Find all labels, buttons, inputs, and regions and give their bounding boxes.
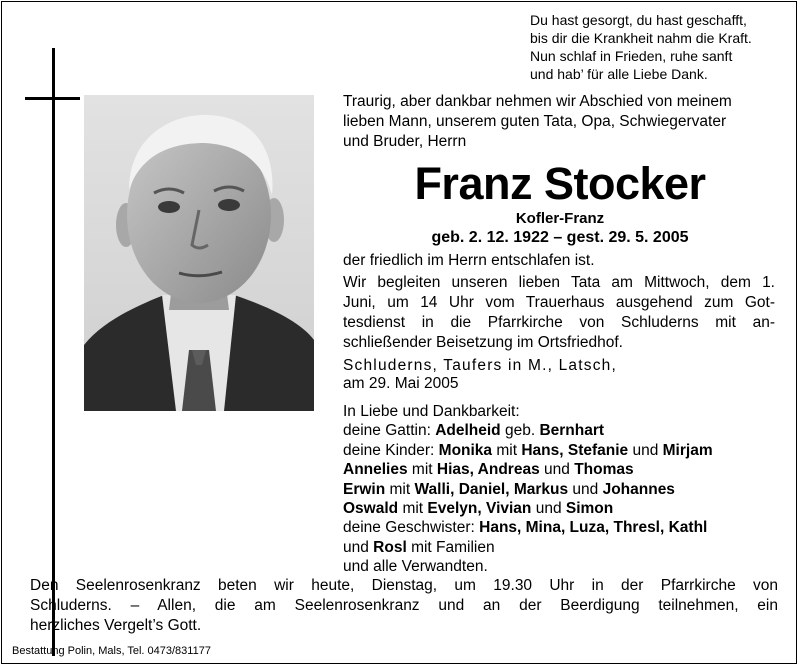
intro-line: und Bruder, Herrn	[343, 133, 467, 150]
memorial-poem	[530, 11, 792, 83]
deceased-name: Franz Stocker	[414, 158, 706, 209]
family-intro: In Liebe und Dankbarkeit:	[343, 403, 520, 420]
closing-text	[30, 576, 778, 636]
closing-line: Schluderns. – Allen, die am Seelenrosenkranz und an der Beerdigung teilnehmen, ein	[30, 597, 778, 614]
closing-line: Den Seelenrosenkranz beten wir heute, Dienstag, um 19.30 Uhr in der Pfarrkirche von	[30, 577, 778, 594]
intro-text	[343, 92, 775, 152]
family-line-oswald: Oswald mit Evelyn, Vivian und Simon	[343, 500, 614, 518]
funeral-line: schließender Beisetzung im Ortsfriedhof.	[343, 334, 623, 351]
poem-line: bis dir die Krankheit nahm die Kraft.	[530, 30, 752, 46]
family-line-erwin: Erwin mit Walli, Daniel, Markus und Johannes	[343, 480, 675, 498]
family-line-spouse: deine Gattin: Adelheid geb. Bernhart	[343, 422, 605, 440]
family-line-children: deine Kinder: Monika mit Hans, Stefanie und Mirjam	[343, 441, 713, 459]
places-line: Schluderns, Taufers in M., Latsch,	[343, 357, 617, 374]
passed-line: der friedlich im Herrn entschlafen ist.	[343, 252, 595, 269]
funeral-home-footer: Bestattung Polin, Mals, Tel. 0473/831177	[12, 645, 211, 657]
deceased-nickname: Kofler-Franz	[515, 210, 605, 227]
family-line-rosl: und Rosl mit Familien	[343, 538, 495, 556]
funeral-line: Juni, um 14 Uhr vom Trauerhaus ausgehend zum Got-	[343, 294, 775, 311]
family-line-annelies: Annelies mit Hias, Andreas und Thomas	[343, 461, 634, 479]
life-dates: geb. 2. 12. 1922 – gest. 29. 5. 2005	[431, 229, 689, 246]
poem-line: Nun schlaf in Frieden, ruhe sanft	[530, 48, 733, 64]
cross-icon	[52, 48, 55, 656]
intro-line: lieben Mann, unserem guten Tata, Opa, Schwiegervater	[343, 113, 727, 130]
poem-line: Du hast gesorgt, du hast geschafft,	[530, 12, 747, 28]
portrait-photo	[84, 95, 314, 411]
family-line-relatives: und alle Verwandten.	[343, 558, 488, 576]
date-line: am 29. Mai 2005	[343, 375, 459, 392]
cross-icon-bar	[25, 97, 80, 100]
funeral-details	[343, 273, 775, 353]
funeral-line: tesdienst in die Pfarrkirche von Schluderns mit an-	[343, 314, 775, 331]
intro-line: Traurig, aber dankbar nehmen wir Abschied von meinem	[343, 93, 732, 110]
family-list	[343, 402, 783, 577]
family-line-siblings: deine Geschwister: Hans, Mina, Luza, Thresl, Kathl	[343, 519, 708, 537]
closing-line: herzliches Vergelt’s Gott.	[30, 617, 202, 634]
funeral-line: Wir begleiten unseren lieben Tata am Mittwoch, dem 1.	[343, 274, 775, 291]
poem-line: und hab’ für alle Liebe Dank.	[530, 66, 708, 82]
